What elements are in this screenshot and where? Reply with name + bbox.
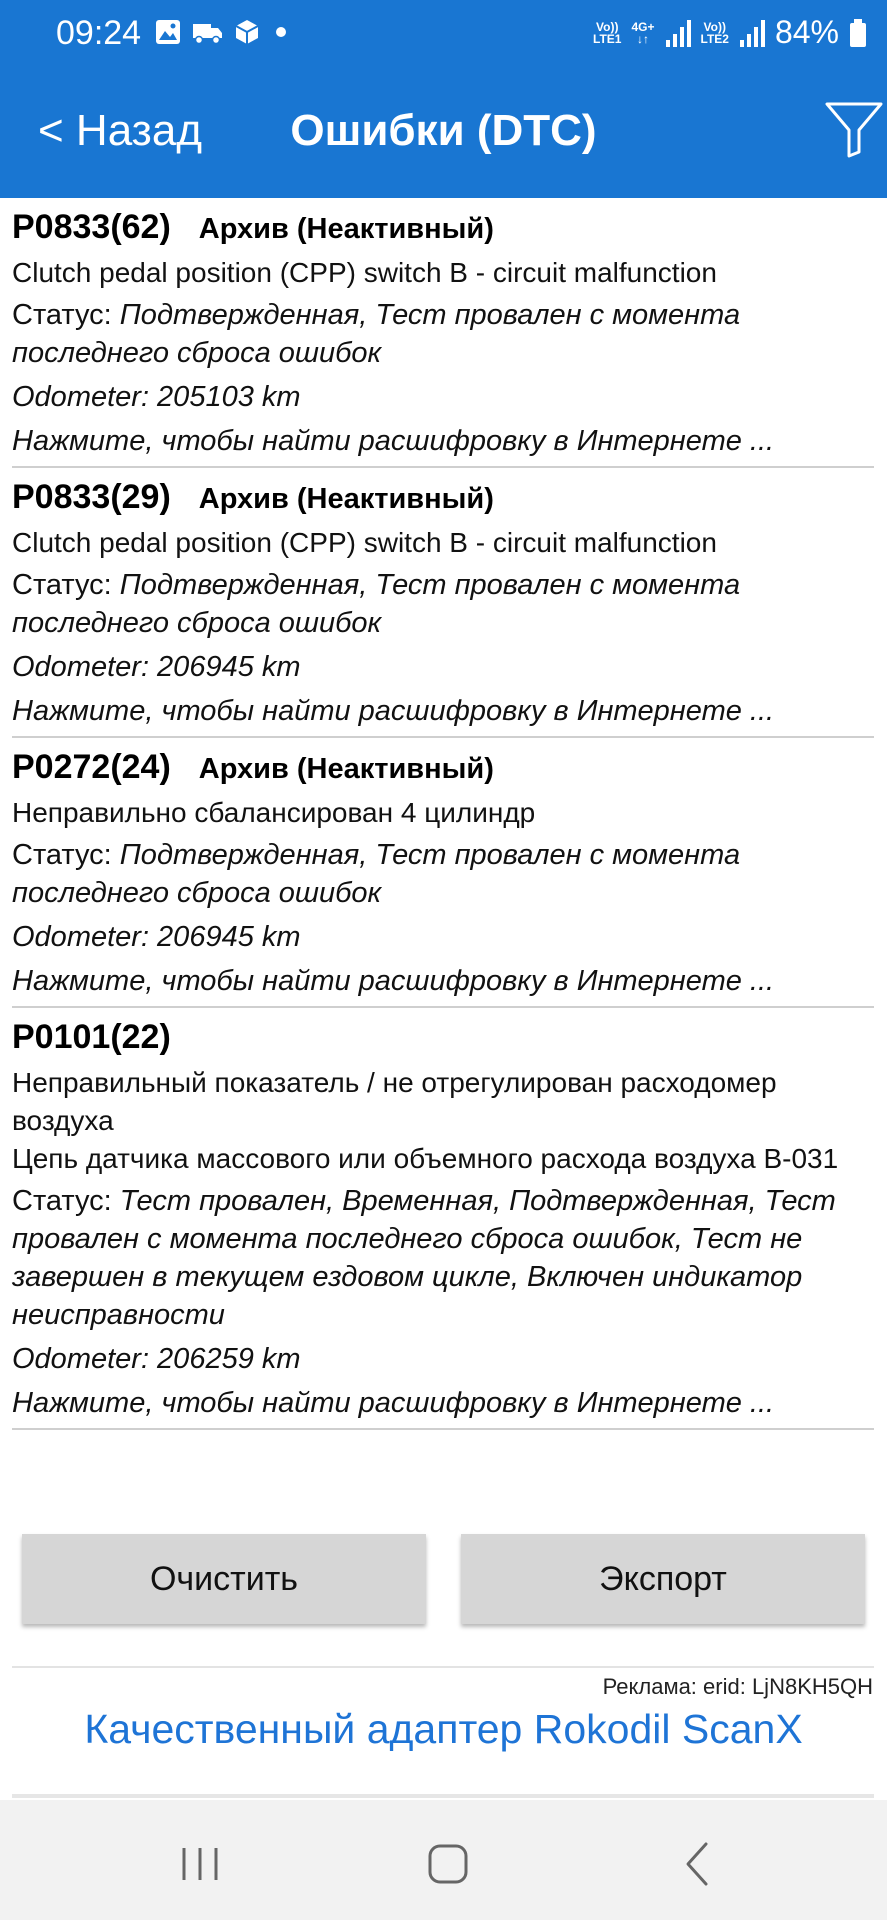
system-icons (593, 14, 867, 51)
dtc-status: Статус: Подтвержденная, Тест провален с момента последнего сброса ошибок (12, 569, 741, 639)
dtc-search-link[interactable]: Нажмите, чтобы найти расшифровку в Интернете ... (12, 425, 775, 457)
dtc-code: P0833(62) (12, 208, 171, 246)
recent-apps-icon[interactable] (170, 1834, 230, 1894)
dtc-item[interactable] (12, 468, 874, 738)
dtc-description: Цепь датчика массового или объемного расхода воздуха B-031 (12, 1143, 839, 1174)
battery-icon (849, 18, 867, 48)
dtc-code: P0101(22) (12, 1018, 171, 1056)
sim2-label: Vo)) LTE2 (700, 19, 729, 46)
notification-icons (154, 18, 292, 46)
filter-icon[interactable] (823, 98, 885, 160)
dtc-item[interactable] (12, 1008, 874, 1430)
dtc-odometer: Odometer: 206945 km (12, 651, 301, 683)
dtc-item[interactable] (12, 738, 874, 1008)
dtc-search-link[interactable]: Нажмите, чтобы найти расшифровку в Интернете ... (12, 1387, 775, 1419)
dtc-state: Архив (Неактивный) (198, 213, 494, 245)
dtc-state: Архив (Неактивный) (198, 483, 494, 515)
truck-icon (192, 18, 224, 46)
status-bar (0, 0, 887, 70)
dtc-code: P0272(24) (12, 748, 171, 786)
ad-link[interactable]: Качественный адаптер Rokodil ScanX (84, 1706, 803, 1752)
dtc-description: Clutch pedal position (CPP) switch B - circuit malfunction (12, 257, 717, 288)
back-button[interactable]: < Назад (38, 106, 202, 155)
dtc-item[interactable] (12, 198, 874, 468)
dtc-state: Архив (Неактивный) (198, 753, 494, 785)
dtc-odometer: Odometer: 206259 km (12, 1343, 301, 1375)
dtc-status: Статус: Подтвержденная, Тест провален с момента последнего сброса ошибок (12, 839, 741, 909)
ad-bottom-divider (12, 1794, 874, 1798)
signal-icon (739, 18, 765, 48)
dtc-status: Статус: Тест провален, Временная, Подтвержденная, Тест провален с момента последнего сброса ошибок, Тест не завершен в текущем ездовом цикле, Включен индикатор неисправности (12, 1185, 836, 1331)
page-title: Ошибки (DTC) (290, 106, 597, 155)
ad-divider (12, 1666, 874, 1668)
navigation-bar (0, 1800, 887, 1920)
ad-label: Реклама: erid: LjN8KH5QH (602, 1674, 873, 1699)
export-button[interactable]: Экспорт (461, 1534, 865, 1624)
network-type: 4G+ ↓↑ (631, 19, 655, 46)
dtc-description: Неправильно сбалансирован 4 цилиндр (12, 797, 536, 828)
dtc-search-link[interactable]: Нажмите, чтобы найти расшифровку в Интернете ... (12, 695, 775, 727)
dtc-description: Неправильный показатель / не отрегулирован расходомер воздуха (12, 1067, 777, 1136)
sim1-label: Vo)) LTE1 (593, 19, 622, 46)
battery-percent: 84% (774, 14, 839, 50)
dtc-description: Clutch pedal position (CPP) switch B - circuit malfunction (12, 527, 717, 558)
dtc-odometer: Odometer: 206945 km (12, 921, 301, 953)
dtc-odometer: Odometer: 205103 km (12, 381, 301, 413)
dtc-status: Статус: Подтвержденная, Тест провален с момента последнего сброса ошибок (12, 299, 741, 369)
app-bar (0, 70, 887, 198)
dot-icon (270, 18, 292, 46)
status-time: 09:24 (56, 14, 142, 52)
gallery-icon (154, 18, 182, 46)
back-nav-icon[interactable] (668, 1834, 728, 1894)
dtc-search-link[interactable]: Нажмите, чтобы найти расшифровку в Интернете ... (12, 965, 775, 997)
dtc-list (12, 198, 874, 1430)
box-icon (234, 18, 260, 46)
dtc-code: P0833(29) (12, 478, 171, 516)
home-icon[interactable] (418, 1834, 478, 1894)
signal-icon (665, 18, 691, 48)
clear-button[interactable]: Очистить (22, 1534, 426, 1624)
